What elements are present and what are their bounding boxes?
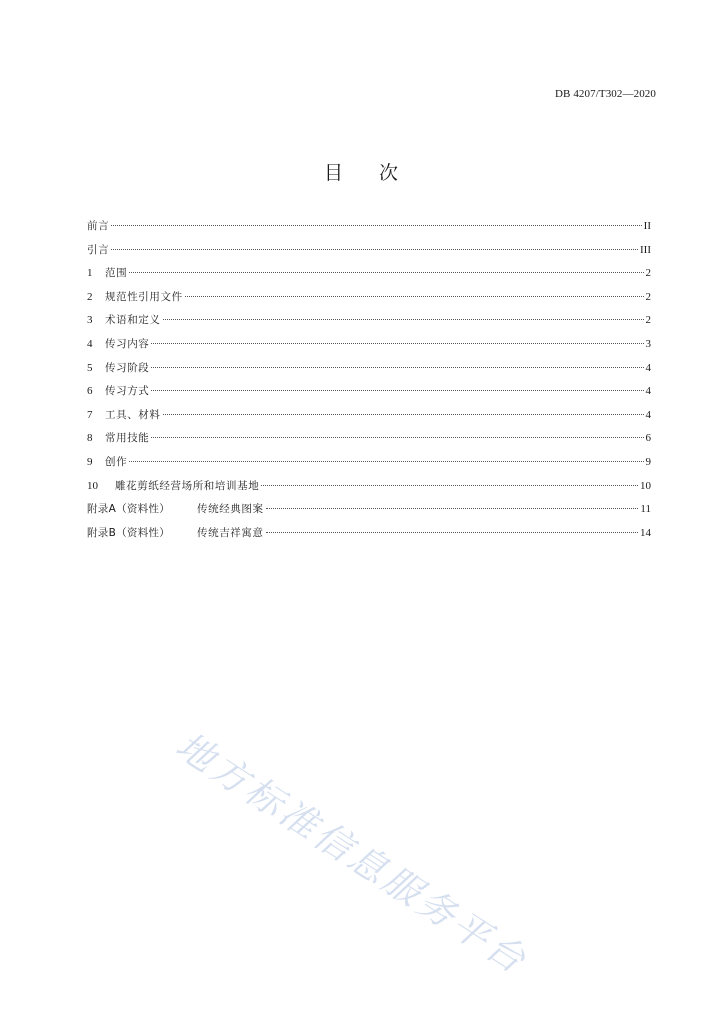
toc-entry-appendix-b[interactable] [87, 525, 651, 549]
toc-entry-label: 创作 [105, 455, 128, 468]
toc-entry-number: 7 [87, 408, 93, 421]
toc-dot-leader [163, 319, 644, 320]
toc-entry-label: 规范性引用文件 [105, 290, 183, 303]
toc-page-number: II [643, 220, 651, 232]
title-char-2: 次 [379, 162, 401, 184]
toc-entry-number: 3 [87, 314, 93, 327]
toc-dot-leader [185, 296, 644, 297]
toc-entry-label: 工具、材料 [105, 408, 161, 421]
toc-page-number: 3 [645, 337, 651, 350]
toc-page-number: 6 [645, 432, 651, 445]
toc-entry-number: 10 [87, 479, 98, 492]
toc-entry-label: 传习阶段 [105, 361, 150, 374]
table-of-contents [87, 218, 651, 548]
toc-entry-4[interactable] [87, 336, 651, 360]
toc-dot-leader [151, 390, 643, 391]
toc-entry-8[interactable] [87, 430, 651, 454]
toc-appendix-prefix: 附录A（资料性） [87, 503, 171, 516]
toc-entry-label: 术语和定义 [105, 314, 161, 327]
toc-entry-10[interactable] [87, 478, 651, 502]
toc-entry-label: 传统吉祥寓意 [197, 526, 264, 539]
toc-page-number: 4 [645, 361, 651, 374]
toc-entry-9[interactable] [87, 454, 651, 478]
toc-entry-6[interactable] [87, 383, 651, 407]
toc-entry-number: 8 [87, 432, 93, 445]
toc-entry-label: 传统经典图案 [197, 503, 264, 516]
toc-dot-leader [163, 414, 644, 415]
toc-entry-number: 2 [87, 290, 93, 303]
document-code: DB 4207/T302—2020 [554, 88, 656, 100]
toc-entry-5[interactable] [87, 360, 651, 384]
toc-entry-number: 1 [87, 267, 93, 280]
toc-page-number: 2 [645, 290, 651, 303]
toc-page-number: 14 [640, 526, 651, 539]
toc-entry-introduction[interactable] [87, 242, 651, 266]
toc-entry-1[interactable] [87, 265, 651, 289]
toc-dot-leader [151, 367, 643, 368]
toc-entry-number: 6 [87, 385, 93, 398]
toc-entry-3[interactable] [87, 312, 651, 336]
toc-page-number: 2 [645, 314, 651, 327]
page-title [0, 158, 724, 185]
toc-entry-label: 前言 [87, 220, 110, 232]
toc-page-number: 4 [645, 385, 651, 398]
toc-entry-number: 9 [87, 455, 93, 468]
toc-dot-leader [129, 272, 643, 273]
toc-entry-label: 传习方式 [105, 385, 150, 398]
toc-dot-leader [111, 249, 638, 250]
toc-appendix-prefix: 附录B（资料性） [87, 526, 171, 539]
toc-dot-leader [261, 485, 638, 486]
watermark: 地方标准信息服务平台 [168, 723, 536, 984]
toc-entry-preface[interactable] [87, 218, 651, 242]
toc-entry-number: 5 [87, 361, 93, 374]
toc-page-number: III [640, 243, 651, 256]
toc-entry-2[interactable] [87, 289, 651, 313]
toc-entry-appendix-a[interactable] [87, 501, 651, 525]
toc-page-number: 4 [645, 408, 651, 421]
toc-dot-leader [129, 461, 643, 462]
toc-entry-label: 雕花剪纸经营场所和培训基地 [115, 479, 260, 492]
toc-entry-label: 范围 [105, 267, 128, 280]
toc-entry-label: 传习内容 [105, 337, 150, 350]
toc-entry-label: 常用技能 [105, 432, 150, 445]
toc-dot-leader [151, 343, 643, 344]
toc-entry-number: 4 [87, 337, 93, 350]
toc-dot-leader [111, 225, 641, 226]
title-char-1: 目 [323, 162, 345, 184]
toc-page-number: 10 [640, 479, 651, 492]
toc-entry-7[interactable] [87, 407, 651, 431]
toc-dot-leader [151, 437, 643, 438]
toc-page-number: 11 [640, 503, 651, 516]
toc-entry-label: 引言 [87, 243, 110, 256]
toc-page-number: 2 [645, 267, 651, 280]
toc-page-number: 9 [645, 455, 651, 468]
toc-dot-leader [266, 532, 638, 533]
toc-dot-leader [266, 508, 639, 509]
